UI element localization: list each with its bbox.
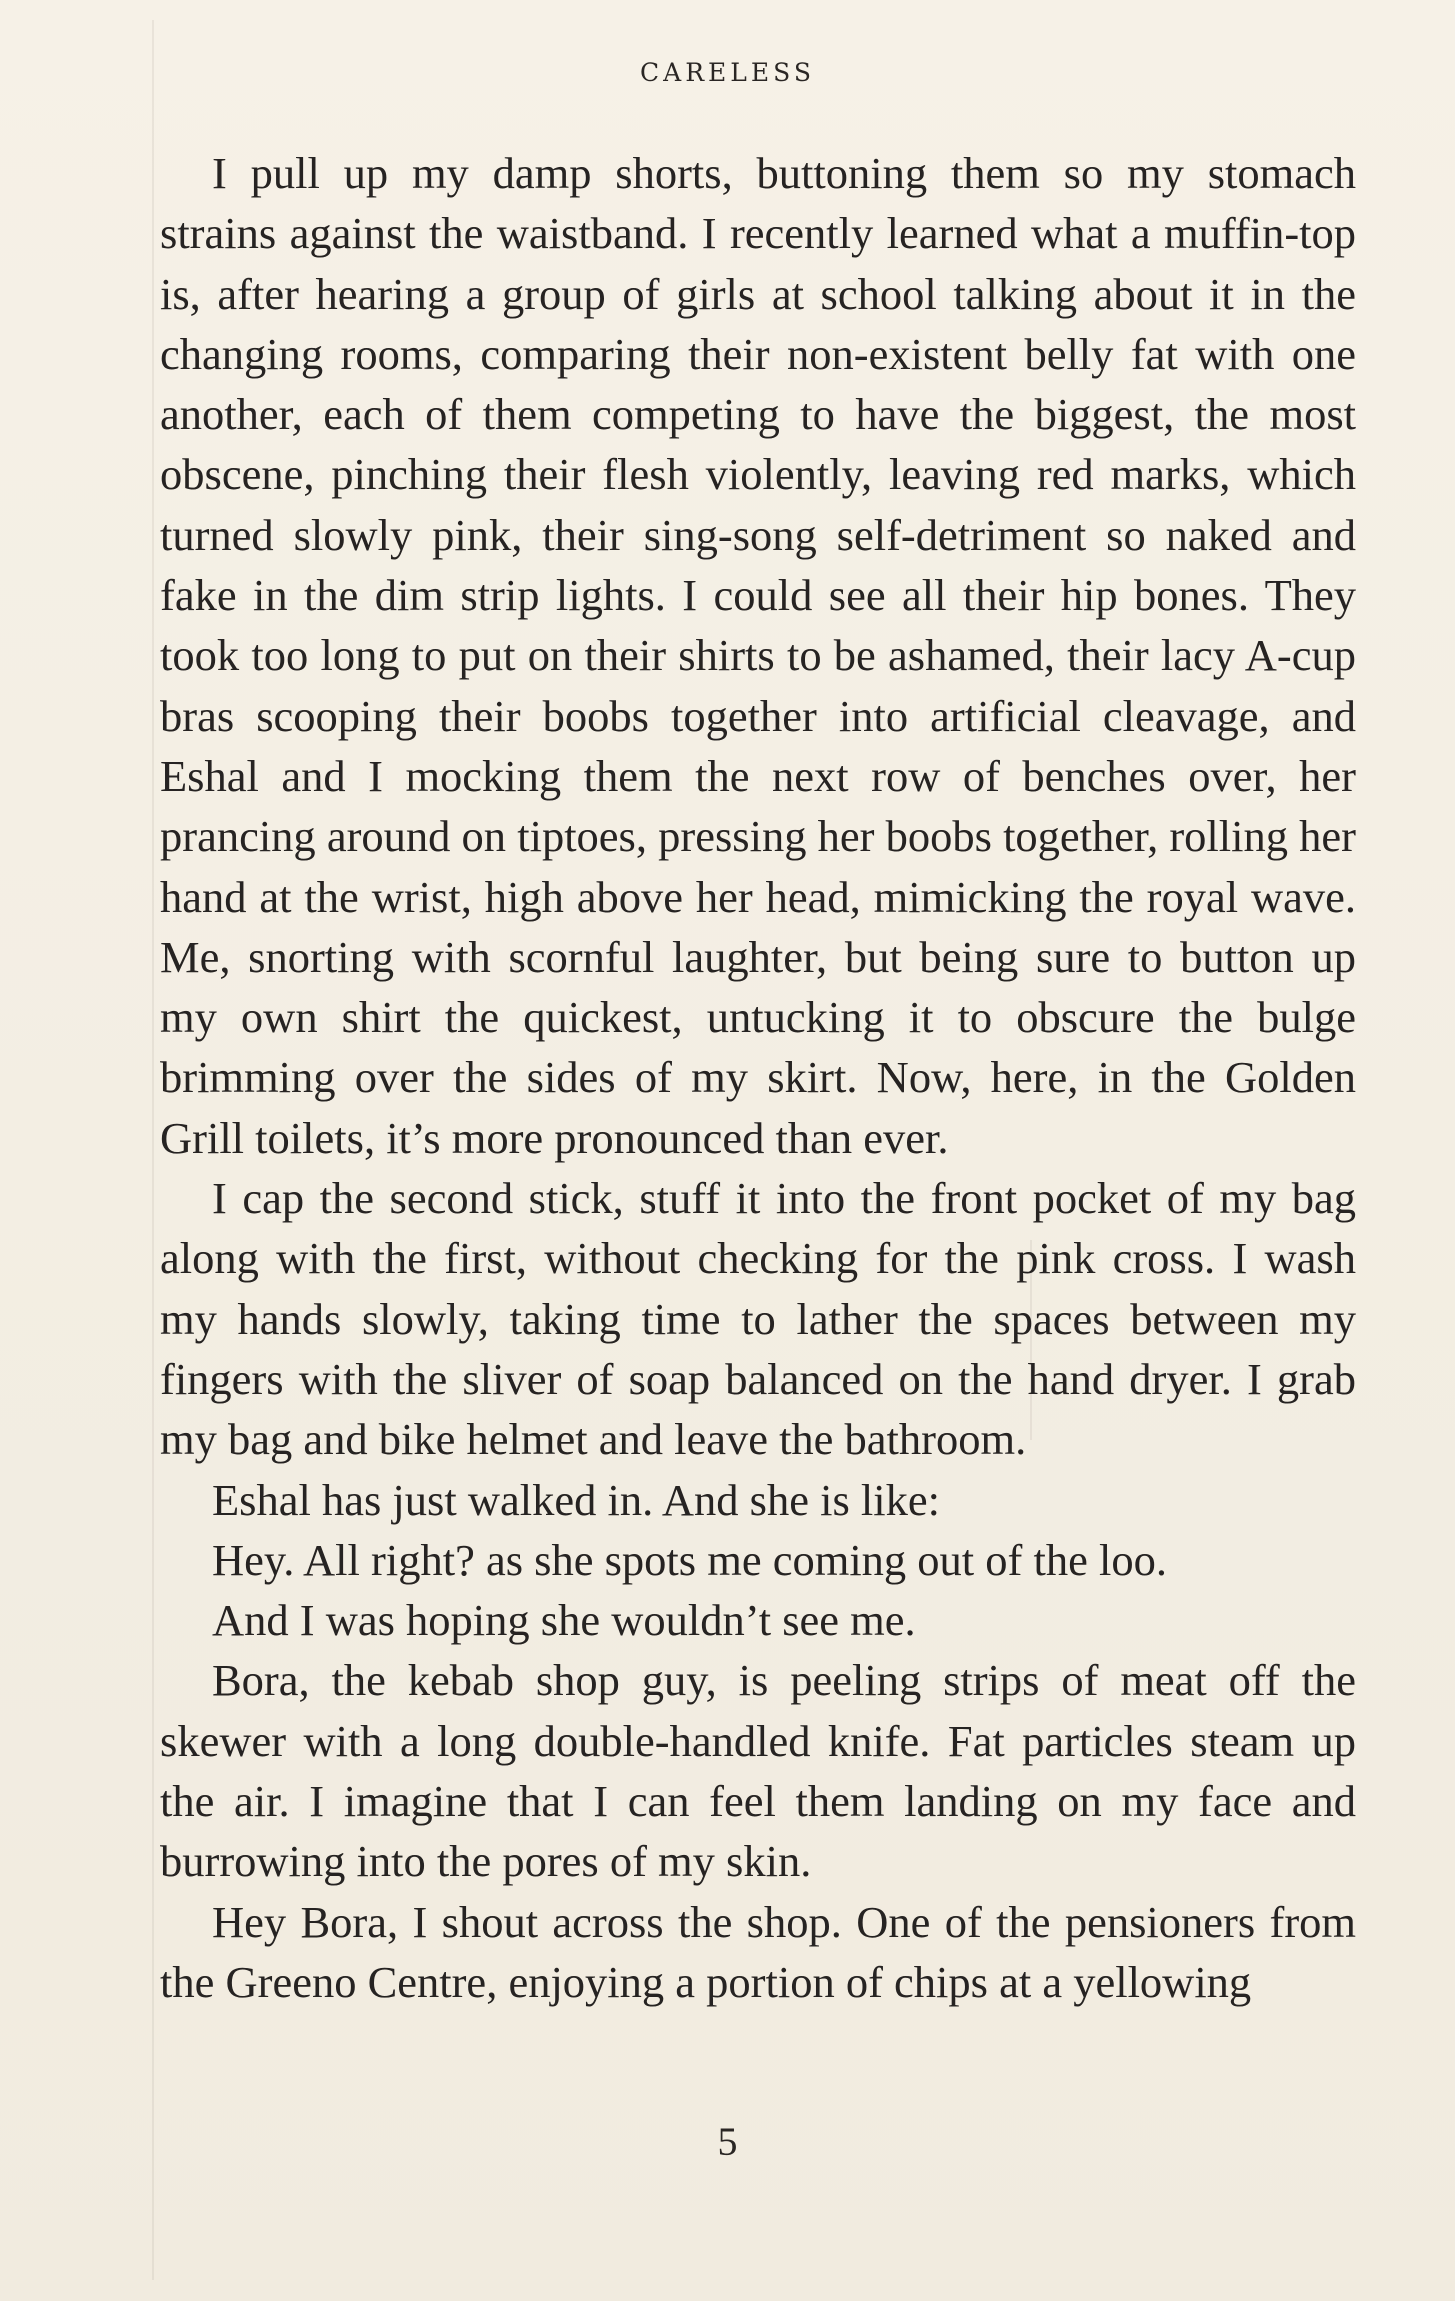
body-text <box>160 143 1356 2012</box>
paragraph: I pull up my damp shorts, buttoning them so my stomach strains against the waistband. I recently learned what a muffin-top is, after hearing a group of girls at school talking about it in the changing rooms, comparing their non-existent belly fat with one another, each of them competing to have the biggest, the most obscene, pinching their flesh violently, leaving red marks, which turned slowly pink, their sing-song self-detriment so naked and fake in the dim strip lights. I could see all their hip bones. They took too long to put on their shirts to be ashamed, their lacy A-cup bras scooping their boobs together into artificial cleavage, and Eshal and I mocking them the next row of benches over, her prancing around on tiptoes, pressing her boobs together, rolling her hand at the wrist, high above her head, mimicking the royal wave. Me, snorting with scornful laughter, but being sure to button up my own shirt the quickest, untucking it to obscure the bulge brimming over the sides of my skirt. Now, here, in the Golden Grill toilets, it’s more pronounced than ever. <box>160 148 1356 1163</box>
paragraph: Hey. All right? as she spots me coming out of the loo. <box>212 1534 1167 1585</box>
paragraph: And I was hoping she wouldn’t see me. <box>212 1595 916 1646</box>
paragraph: Eshal has just walked in. And she is like: <box>212 1474 940 1525</box>
running-head: CARELESS <box>640 58 815 87</box>
paragraph: Bora, the kebab shop guy, is peeling strips of meat off the skewer with a long double-handled knife. Fat particles steam up the air. I imagine that I can feel them landing on my face and burrowing into the pores of my skin. <box>160 1655 1356 1887</box>
page-number: 5 <box>717 2119 738 2164</box>
paragraph: Hey Bora, I shout across the shop. One of the pensioners from the Greeno Centre, enjoying a portion of chips at a yellowing <box>160 1896 1356 2007</box>
page-shadow-line <box>152 20 154 2280</box>
paragraph: I cap the second stick, stuff it into the front pocket of my bag along with the first, without checking for the pink cross. I wash my hands slowly, taking time to lather the spaces between my fingers with the sliver of soap balanced on the hand dryer. I grab my bag and bike helmet and leave the bathroom. <box>160 1173 1356 1465</box>
